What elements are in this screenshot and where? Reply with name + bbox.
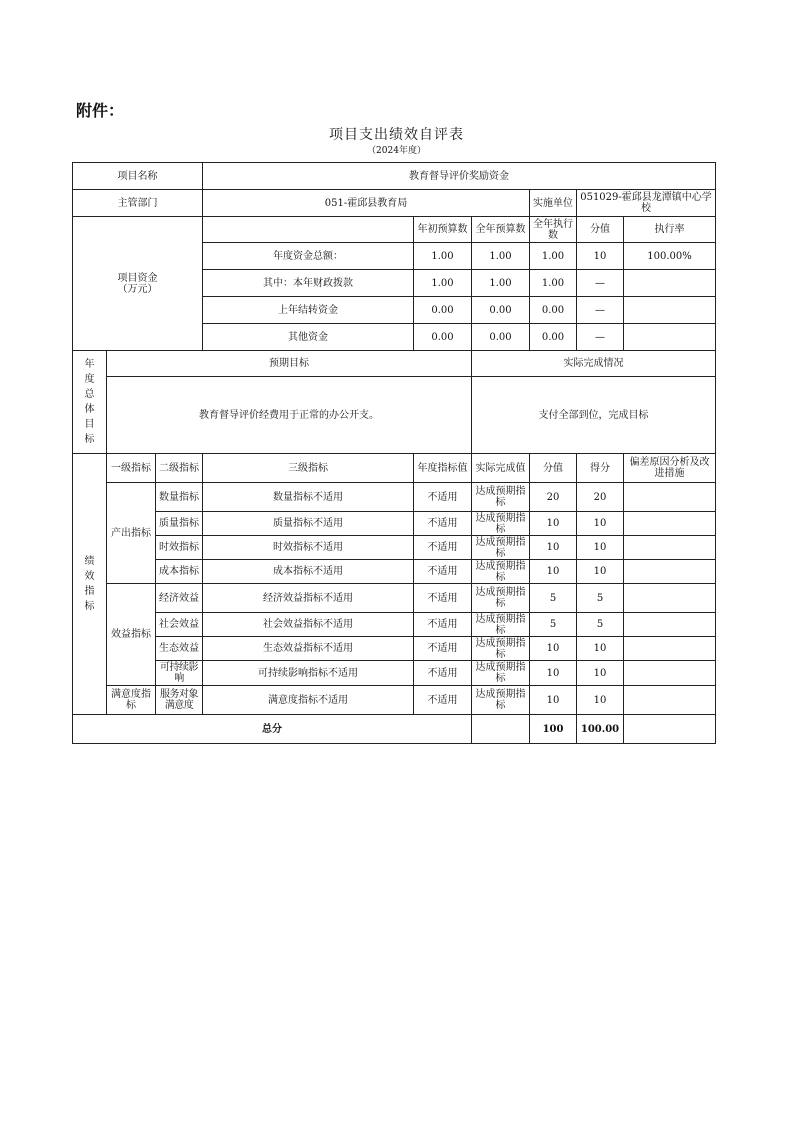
target-value: 不适用: [414, 661, 472, 686]
weight-value: 10: [530, 512, 577, 536]
actual-value: 达成预期指标: [472, 661, 530, 686]
score-value: 10: [577, 536, 624, 560]
weight-value: 10: [530, 637, 577, 661]
funds-initial: 1.00: [414, 243, 472, 270]
weight-value: 10: [530, 661, 577, 686]
indicator-header: 实际完成值: [472, 454, 530, 483]
level3-indicator: 生态效益指标不适用: [203, 637, 414, 661]
reason-value: [624, 637, 716, 661]
reason-value: [624, 584, 716, 613]
level3-indicator: 质量指标不适用: [203, 512, 414, 536]
funds-header: 全年预算数: [472, 217, 530, 243]
project-name-value: 教育督导评价奖励资金: [203, 163, 716, 190]
level3-indicator: 满意度指标不适用: [203, 686, 414, 715]
evaluation-table: [72, 162, 716, 744]
level2-indicator: 可持续影响: [156, 661, 203, 686]
target-value: 不适用: [414, 686, 472, 715]
reason-value: [624, 512, 716, 536]
funds-header-empty: [203, 217, 414, 243]
level3-indicator: 经济效益指标不适用: [203, 584, 414, 613]
reason-value: [624, 560, 716, 584]
level1-indicator: 效益指标: [107, 584, 156, 686]
funds-rate: [624, 270, 716, 297]
score-value: 5: [577, 613, 624, 637]
total-label: 总分: [73, 715, 472, 744]
reason-value: [624, 536, 716, 560]
target-value: 不适用: [414, 560, 472, 584]
weight-value: 5: [530, 613, 577, 637]
target-value: 不适用: [414, 613, 472, 637]
score-value: 10: [577, 637, 624, 661]
funds-annual: 0.00: [472, 324, 530, 351]
funds-header: 分值: [577, 217, 624, 243]
level2-indicator: 成本指标: [156, 560, 203, 584]
funds-rate: 100.00%: [624, 243, 716, 270]
total-empty-last: [624, 715, 716, 744]
reason-value: [624, 686, 716, 715]
actual-value: 达成预期指标: [472, 560, 530, 584]
level3-indicator: 成本指标不适用: [203, 560, 414, 584]
funds-annual: 1.00: [472, 270, 530, 297]
funds-executed: 1.00: [530, 243, 577, 270]
indicator-header: 一级指标: [107, 454, 156, 483]
actual-value: 达成预期指标: [472, 686, 530, 715]
funds-row-label: 上年结转资金: [203, 297, 414, 324]
funds-row-label: 其中：本年财政拨款: [203, 270, 414, 297]
total-row: [73, 715, 716, 744]
target-value: 不适用: [414, 512, 472, 536]
indicator-header: 年度指标值: [414, 454, 472, 483]
reason-value: [624, 661, 716, 686]
level2-indicator: 经济效益: [156, 584, 203, 613]
funds-annual: 1.00: [472, 243, 530, 270]
weight-value: 10: [530, 560, 577, 584]
level3-indicator: 可持续影响指标不适用: [203, 661, 414, 686]
indicator-row: [73, 512, 716, 536]
indicator-row: [73, 483, 716, 512]
funds-score-value: —: [577, 270, 624, 297]
score-value: 10: [577, 661, 624, 686]
score-value: 10: [577, 512, 624, 536]
target-value: 不适用: [414, 637, 472, 661]
funds-executed: 1.00: [530, 270, 577, 297]
target-value: 不适用: [414, 584, 472, 613]
level3-indicator: 数量指标不适用: [203, 483, 414, 512]
funds-header: 执行率: [624, 217, 716, 243]
funds-executed: 0.00: [530, 324, 577, 351]
actual-value: 达成预期指标: [472, 512, 530, 536]
page-title: 项目支出绩效自评表: [329, 127, 464, 143]
indicator-header: 三级指标: [203, 454, 414, 483]
level2-indicator: 质量指标: [156, 512, 203, 536]
score-value: 10: [577, 560, 624, 584]
actual-value: 达成预期指标: [472, 483, 530, 512]
level2-indicator: 社会效益: [156, 613, 203, 637]
reason-value: [624, 483, 716, 512]
indicator-header: 得分: [577, 454, 624, 483]
expected-goal-header: 预期目标: [107, 351, 472, 377]
indicator-header: 二级指标: [156, 454, 203, 483]
weight-value: 20: [530, 483, 577, 512]
goals-label-text: 年度总体目标: [84, 359, 95, 445]
funds-score-value: 10: [577, 243, 624, 270]
expected-goal-text: 教育督导评价经费用于正常的办公开支。: [107, 377, 472, 454]
indicator-row: [73, 637, 716, 661]
funds-label-line2: （万元）: [117, 283, 158, 295]
level2-indicator: 服务对象满意度: [156, 686, 203, 715]
level3-indicator: 社会效益指标不适用: [203, 613, 414, 637]
funds-score-value: —: [577, 297, 624, 324]
funds-label: [73, 217, 203, 351]
indicator-row: [73, 686, 716, 715]
funds-initial: 1.00: [414, 270, 472, 297]
attachment-label: 附件：: [76, 101, 125, 120]
actual-value: 达成预期指标: [472, 584, 530, 613]
target-value: 不适用: [414, 536, 472, 560]
impl-label: 实施单位: [530, 190, 577, 217]
funds-header: 全年执行数: [530, 217, 577, 243]
funds-rate: [624, 297, 716, 324]
indicators-label-text: 绩效指标: [84, 556, 95, 612]
funds-executed: 0.00: [530, 297, 577, 324]
funds-row-label: 其他资金: [203, 324, 414, 351]
funds-row-label: 年度资金总额：: [203, 243, 414, 270]
funds-initial: 0.00: [414, 324, 472, 351]
indicator-header: 分值: [530, 454, 577, 483]
actual-value: 达成预期指标: [472, 536, 530, 560]
score-value: 20: [577, 483, 624, 512]
level1-indicator: 满意度指标: [107, 686, 156, 715]
score-value: 5: [577, 584, 624, 613]
total-weight: 100: [530, 715, 577, 744]
indicator-row: [73, 661, 716, 686]
actual-goal-text: 支付全部到位，完成目标: [472, 377, 716, 454]
weight-value: 10: [530, 536, 577, 560]
level3-indicator: 时效指标不适用: [203, 536, 414, 560]
indicator-row: [73, 560, 716, 584]
indicator-row: [73, 584, 716, 613]
impl-value: 051029-霍邱县龙潭镇中心学校: [577, 190, 716, 217]
indicator-row: [73, 536, 716, 560]
dept-label: 主管部门: [73, 190, 203, 217]
total-score: 100.00: [577, 715, 624, 744]
page-subtitle: （2024年度）: [367, 146, 426, 156]
funds-score-value: —: [577, 324, 624, 351]
level2-indicator: 生态效益: [156, 637, 203, 661]
weight-value: 5: [530, 584, 577, 613]
funds-initial: 0.00: [414, 297, 472, 324]
weight-value: 10: [530, 686, 577, 715]
funds-label-line1: 项目资金: [117, 272, 158, 284]
dept-value: 051-霍邱县教育局: [203, 190, 530, 217]
project-name-label: 项目名称: [73, 163, 203, 190]
target-value: 不适用: [414, 483, 472, 512]
funds-annual: 0.00: [472, 297, 530, 324]
total-empty: [472, 715, 530, 744]
funds-rate: [624, 324, 716, 351]
level1-indicator: 产出指标: [107, 483, 156, 584]
indicators-label: [73, 454, 107, 715]
score-value: 10: [577, 686, 624, 715]
level2-indicator: 数量指标: [156, 483, 203, 512]
goals-label: [73, 351, 107, 454]
actual-goal-header: 实际完成情况: [472, 351, 716, 377]
actual-value: 达成预期指标: [472, 613, 530, 637]
funds-header: 年初预算数: [414, 217, 472, 243]
level2-indicator: 时效指标: [156, 536, 203, 560]
indicator-row: [73, 613, 716, 637]
actual-value: 达成预期指标: [472, 637, 530, 661]
indicator-header: 偏差原因分析及改进措施: [624, 454, 716, 483]
reason-value: [624, 613, 716, 637]
